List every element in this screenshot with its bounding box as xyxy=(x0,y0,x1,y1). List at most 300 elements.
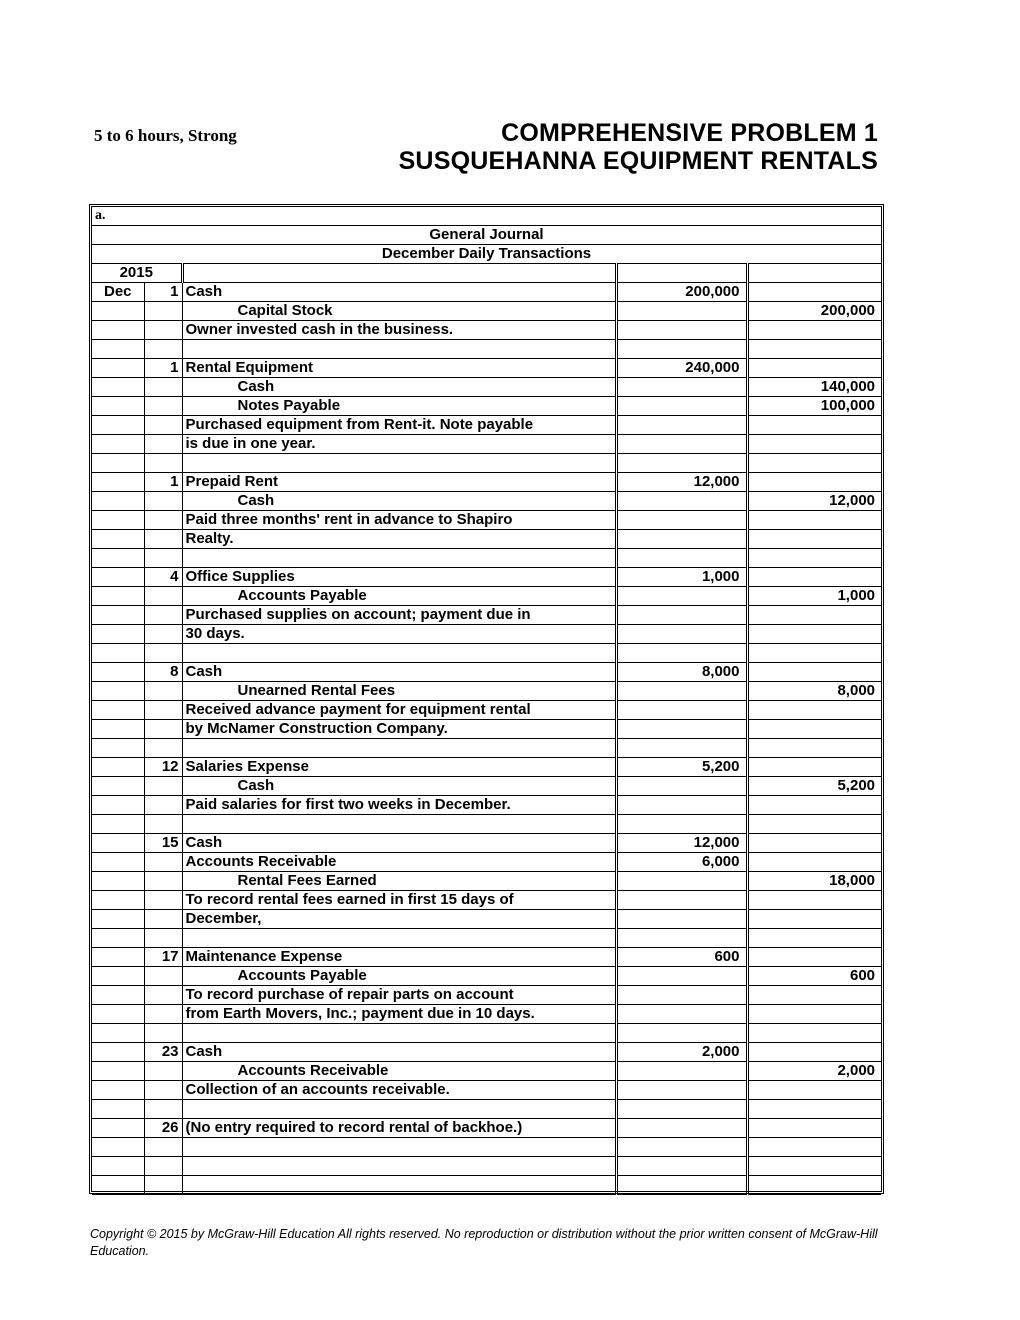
debit-cell xyxy=(616,454,747,473)
description-cell xyxy=(182,929,616,948)
credit-cell xyxy=(747,340,881,359)
journal-row xyxy=(92,796,881,815)
month-cell xyxy=(92,929,144,948)
journal-row xyxy=(92,986,881,1005)
debit-cell xyxy=(616,739,747,758)
description-cell: from Earth Movers, Inc.; payment due in 10 days. xyxy=(182,1005,616,1024)
credit-cell xyxy=(747,606,881,625)
description-cell: Collection of an accounts receivable. xyxy=(182,1081,616,1100)
month-cell xyxy=(92,530,144,549)
journal-table xyxy=(92,207,881,1195)
day-cell: 1 xyxy=(144,473,182,492)
journal-row xyxy=(92,1081,881,1100)
journal-row xyxy=(92,397,881,416)
journal-row xyxy=(92,473,881,492)
month-cell xyxy=(92,910,144,929)
debit-cell xyxy=(616,625,747,644)
credit-cell xyxy=(747,511,881,530)
credit-cell xyxy=(747,549,881,568)
debit-cell xyxy=(616,302,747,321)
journal-row xyxy=(92,853,881,872)
journal-row xyxy=(92,606,881,625)
day-cell xyxy=(144,435,182,454)
journal-row xyxy=(92,1138,881,1157)
credit-cell xyxy=(747,321,881,340)
journal-row xyxy=(92,758,881,777)
credit-cell xyxy=(747,359,881,378)
month-cell xyxy=(92,492,144,511)
month-cell xyxy=(92,872,144,891)
day-cell xyxy=(144,929,182,948)
day-cell xyxy=(144,1176,182,1195)
description-cell: 30 days. xyxy=(182,625,616,644)
journal-row xyxy=(92,549,881,568)
debit-cell: 200,000 xyxy=(616,283,747,302)
journal-row xyxy=(92,1176,881,1195)
debit-cell xyxy=(616,340,747,359)
description-cell xyxy=(182,1024,616,1043)
month-cell xyxy=(92,739,144,758)
credit-cell xyxy=(747,1119,881,1138)
journal-row xyxy=(92,644,881,663)
day-cell xyxy=(144,1138,182,1157)
day-cell xyxy=(144,530,182,549)
journal-row xyxy=(92,1024,881,1043)
journal-row xyxy=(92,701,881,720)
month-cell xyxy=(92,1062,144,1081)
description-cell xyxy=(182,340,616,359)
day-cell xyxy=(144,302,182,321)
month-cell xyxy=(92,1119,144,1138)
month-cell xyxy=(92,1005,144,1024)
description-cell xyxy=(182,1100,616,1119)
credit-cell xyxy=(747,568,881,587)
debit-cell: 5,200 xyxy=(616,758,747,777)
day-cell xyxy=(144,416,182,435)
debit-cell xyxy=(616,435,747,454)
month-cell xyxy=(92,758,144,777)
day-cell xyxy=(144,967,182,986)
description-cell: Accounts Receivable xyxy=(182,1062,616,1081)
journal-row xyxy=(92,739,881,758)
credit-cell xyxy=(747,758,881,777)
month-cell xyxy=(92,663,144,682)
debit-cell xyxy=(616,910,747,929)
journal-row xyxy=(92,967,881,986)
journal-row xyxy=(92,834,881,853)
debit-cell xyxy=(616,378,747,397)
journal-heading-row xyxy=(92,226,881,245)
credit-cell xyxy=(747,739,881,758)
description-cell: Maintenance Expense xyxy=(182,948,616,967)
debit-cell xyxy=(616,1157,747,1176)
description-cell: by McNamer Construction Company. xyxy=(182,720,616,739)
month-cell xyxy=(92,682,144,701)
day-cell xyxy=(144,625,182,644)
description-cell xyxy=(182,739,616,758)
part-label-row xyxy=(92,207,881,226)
day-cell xyxy=(144,511,182,530)
month-cell xyxy=(92,777,144,796)
credit-cell: 200,000 xyxy=(747,302,881,321)
debit-cell xyxy=(616,530,747,549)
month-cell xyxy=(92,397,144,416)
journal-row xyxy=(92,530,881,549)
day-cell xyxy=(144,853,182,872)
journal-row xyxy=(92,929,881,948)
difficulty-label: 5 to 6 hours, Strong xyxy=(94,126,237,145)
credit-cell xyxy=(747,796,881,815)
description-cell: Capital Stock xyxy=(182,302,616,321)
month-cell xyxy=(92,967,144,986)
day-cell: 23 xyxy=(144,1043,182,1062)
month-cell xyxy=(92,1176,144,1195)
credit-cell xyxy=(747,834,881,853)
description-cell xyxy=(182,454,616,473)
debit-cell: 6,000 xyxy=(616,853,747,872)
description-cell: Purchased equipment from Rent-it. Note payable xyxy=(182,416,616,435)
journal-row xyxy=(92,416,881,435)
journal-row xyxy=(92,1119,881,1138)
day-cell xyxy=(144,1100,182,1119)
journal-row xyxy=(92,777,881,796)
debit-cell xyxy=(616,1062,747,1081)
day-cell xyxy=(144,1081,182,1100)
debit-cell xyxy=(616,1024,747,1043)
description-cell: To record purchase of repair parts on account xyxy=(182,986,616,1005)
year-cell: 2015 xyxy=(92,264,182,283)
day-cell xyxy=(144,796,182,815)
credit-cell xyxy=(747,1024,881,1043)
day-cell xyxy=(144,1157,182,1176)
debit-cell: 600 xyxy=(616,948,747,967)
page-subtitle: SUSQUEHANNA EQUIPMENT RENTALS xyxy=(398,147,878,175)
month-cell xyxy=(92,815,144,834)
journal-row xyxy=(92,1100,881,1119)
month-cell xyxy=(92,701,144,720)
journal-row xyxy=(92,663,881,682)
day-cell xyxy=(144,644,182,663)
credit-cell xyxy=(747,929,881,948)
debit-cell xyxy=(616,1100,747,1119)
credit-cell xyxy=(747,815,881,834)
description-cell: Accounts Payable xyxy=(182,587,616,606)
credit-cell xyxy=(747,416,881,435)
month-cell xyxy=(92,359,144,378)
description-cell: Paid salaries for first two weeks in December. xyxy=(182,796,616,815)
month-cell xyxy=(92,549,144,568)
debit-cell xyxy=(616,1005,747,1024)
journal-row xyxy=(92,815,881,834)
month-cell xyxy=(92,625,144,644)
description-cell: Cash xyxy=(182,663,616,682)
debit-cell xyxy=(616,1138,747,1157)
description-cell xyxy=(182,549,616,568)
debit-cell xyxy=(616,606,747,625)
month-cell xyxy=(92,321,144,340)
day-cell xyxy=(144,321,182,340)
debit-cell: 1,000 xyxy=(616,568,747,587)
day-cell xyxy=(144,549,182,568)
debit-cell xyxy=(616,986,747,1005)
debit-cell: 2,000 xyxy=(616,1043,747,1062)
month-cell xyxy=(92,568,144,587)
journal-row xyxy=(92,492,881,511)
journal-row xyxy=(92,321,881,340)
description-cell xyxy=(182,815,616,834)
description-cell xyxy=(182,1157,616,1176)
credit-cell: 2,000 xyxy=(747,1062,881,1081)
description-cell xyxy=(182,644,616,663)
day-cell xyxy=(144,340,182,359)
month-cell xyxy=(92,1138,144,1157)
journal-row xyxy=(92,568,881,587)
debit-cell xyxy=(616,796,747,815)
day-cell xyxy=(144,1062,182,1081)
day-cell xyxy=(144,454,182,473)
month-cell xyxy=(92,720,144,739)
day-cell: 4 xyxy=(144,568,182,587)
debit-cell xyxy=(616,720,747,739)
day-cell xyxy=(144,397,182,416)
credit-cell: 100,000 xyxy=(747,397,881,416)
month-cell xyxy=(92,986,144,1005)
day-cell xyxy=(144,739,182,758)
description-cell: Owner invested cash in the business. xyxy=(182,321,616,340)
credit-cell xyxy=(747,910,881,929)
journal-row xyxy=(92,910,881,929)
journal-row xyxy=(92,872,881,891)
journal-row xyxy=(92,435,881,454)
description-cell: Rental Equipment xyxy=(182,359,616,378)
journal-row xyxy=(92,340,881,359)
day-cell: 8 xyxy=(144,663,182,682)
description-cell: Accounts Payable xyxy=(182,967,616,986)
description-cell: Cash xyxy=(182,1043,616,1062)
credit-cell xyxy=(747,948,881,967)
journal-row xyxy=(92,891,881,910)
description-cell: Cash xyxy=(182,492,616,511)
journal-row xyxy=(92,1005,881,1024)
credit-cell: 8,000 xyxy=(747,682,881,701)
page-title: COMPREHENSIVE PROBLEM 1 xyxy=(501,119,878,147)
description-cell: To record rental fees earned in first 15 days of xyxy=(182,891,616,910)
credit-cell xyxy=(747,663,881,682)
credit-cell xyxy=(747,1157,881,1176)
journal-row xyxy=(92,454,881,473)
month-cell xyxy=(92,1100,144,1119)
credit-cell xyxy=(747,986,881,1005)
month-cell xyxy=(92,1081,144,1100)
credit-cell: 1,000 xyxy=(747,587,881,606)
day-cell xyxy=(144,701,182,720)
credit-cell xyxy=(747,530,881,549)
debit-cell xyxy=(616,1176,747,1195)
description-cell xyxy=(182,1138,616,1157)
journal-row xyxy=(92,511,881,530)
credit-cell xyxy=(747,1005,881,1024)
journal-row xyxy=(92,1043,881,1062)
description-cell: Accounts Receivable xyxy=(182,853,616,872)
debit-cell xyxy=(616,777,747,796)
copyright-notice: Copyright © 2015 by McGraw-Hill Education All rights reserved. No reproduction or distribution without the prior written consent of McGraw-Hill Education. xyxy=(90,1227,878,1258)
description-cell: Office Supplies xyxy=(182,568,616,587)
debit-header-cell xyxy=(616,264,747,283)
month-cell xyxy=(92,644,144,663)
month-cell xyxy=(92,378,144,397)
credit-cell xyxy=(747,454,881,473)
journal-row xyxy=(92,302,881,321)
journal-row xyxy=(92,359,881,378)
description-cell: Cash xyxy=(182,283,616,302)
month-cell xyxy=(92,302,144,321)
month-cell xyxy=(92,587,144,606)
journal-heading: General Journal xyxy=(92,226,881,245)
day-cell xyxy=(144,891,182,910)
journal-row xyxy=(92,625,881,644)
month-cell xyxy=(92,473,144,492)
debit-cell: 8,000 xyxy=(616,663,747,682)
month-cell: Dec xyxy=(92,283,144,302)
description-cell: Unearned Rental Fees xyxy=(182,682,616,701)
description-cell: Cash xyxy=(182,777,616,796)
credit-cell: 18,000 xyxy=(747,872,881,891)
debit-cell xyxy=(616,891,747,910)
journal-row xyxy=(92,720,881,739)
month-cell xyxy=(92,416,144,435)
day-cell xyxy=(144,815,182,834)
credit-cell xyxy=(747,1081,881,1100)
desc-header-cell xyxy=(182,264,616,283)
month-cell xyxy=(92,891,144,910)
debit-cell xyxy=(616,701,747,720)
month-cell xyxy=(92,834,144,853)
day-cell xyxy=(144,777,182,796)
month-cell xyxy=(92,340,144,359)
part-label: a. xyxy=(92,207,881,226)
day-cell xyxy=(144,720,182,739)
debit-cell xyxy=(616,397,747,416)
description-cell: is due in one year. xyxy=(182,435,616,454)
month-cell xyxy=(92,606,144,625)
month-cell xyxy=(92,948,144,967)
month-cell xyxy=(92,1024,144,1043)
month-cell xyxy=(92,454,144,473)
description-cell: December, xyxy=(182,910,616,929)
day-cell xyxy=(144,872,182,891)
month-cell xyxy=(92,1157,144,1176)
credit-cell xyxy=(747,473,881,492)
description-cell: Rental Fees Earned xyxy=(182,872,616,891)
description-cell: Realty. xyxy=(182,530,616,549)
journal-subheading: December Daily Transactions xyxy=(92,245,881,264)
month-cell xyxy=(92,1043,144,1062)
credit-cell xyxy=(747,435,881,454)
debit-cell xyxy=(616,492,747,511)
description-cell: Salaries Expense xyxy=(182,758,616,777)
description-cell: Cash xyxy=(182,834,616,853)
day-cell xyxy=(144,1024,182,1043)
journal-row xyxy=(92,587,881,606)
debit-cell xyxy=(616,815,747,834)
credit-cell: 5,200 xyxy=(747,777,881,796)
credit-cell xyxy=(747,625,881,644)
month-cell xyxy=(92,796,144,815)
description-cell: Received advance payment for equipment rental xyxy=(182,701,616,720)
debit-cell xyxy=(616,549,747,568)
journal-row xyxy=(92,283,881,302)
credit-cell: 140,000 xyxy=(747,378,881,397)
day-cell: 26 xyxy=(144,1119,182,1138)
description-cell: (No entry required to record rental of backhoe.) xyxy=(182,1119,616,1138)
title-block xyxy=(399,119,878,175)
day-cell xyxy=(144,606,182,625)
day-cell: 1 xyxy=(144,283,182,302)
general-journal xyxy=(89,204,884,1194)
journal-row xyxy=(92,1062,881,1081)
debit-cell xyxy=(616,929,747,948)
credit-cell xyxy=(747,891,881,910)
description-cell: Prepaid Rent xyxy=(182,473,616,492)
journal-subheading-row xyxy=(92,245,881,264)
debit-cell xyxy=(616,872,747,891)
credit-cell xyxy=(747,701,881,720)
journal-row xyxy=(92,682,881,701)
credit-cell xyxy=(747,283,881,302)
debit-cell xyxy=(616,511,747,530)
debit-cell xyxy=(616,967,747,986)
description-cell: Paid three months' rent in advance to Shapiro xyxy=(182,511,616,530)
description-cell: Cash xyxy=(182,378,616,397)
debit-cell xyxy=(616,644,747,663)
debit-cell xyxy=(616,587,747,606)
journal-row xyxy=(92,378,881,397)
credit-cell xyxy=(747,1176,881,1195)
credit-header-cell xyxy=(747,264,881,283)
debit-cell xyxy=(616,682,747,701)
debit-cell: 240,000 xyxy=(616,359,747,378)
day-cell xyxy=(144,986,182,1005)
debit-cell xyxy=(616,416,747,435)
credit-cell xyxy=(747,1043,881,1062)
day-cell xyxy=(144,682,182,701)
journal-row xyxy=(92,1157,881,1176)
credit-cell xyxy=(747,853,881,872)
description-cell: Purchased supplies on account; payment due in xyxy=(182,606,616,625)
debit-cell: 12,000 xyxy=(616,834,747,853)
debit-cell: 12,000 xyxy=(616,473,747,492)
journal-row xyxy=(92,948,881,967)
day-cell: 12 xyxy=(144,758,182,777)
credit-cell xyxy=(747,644,881,663)
credit-cell: 12,000 xyxy=(747,492,881,511)
month-cell xyxy=(92,435,144,454)
day-cell: 17 xyxy=(144,948,182,967)
year-row xyxy=(92,264,881,283)
description-cell xyxy=(182,1176,616,1195)
debit-cell xyxy=(616,1081,747,1100)
day-cell: 15 xyxy=(144,834,182,853)
debit-cell xyxy=(616,321,747,340)
day-cell xyxy=(144,378,182,397)
day-cell xyxy=(144,910,182,929)
credit-cell xyxy=(747,1138,881,1157)
debit-cell xyxy=(616,1119,747,1138)
day-cell xyxy=(144,1005,182,1024)
day-cell xyxy=(144,492,182,511)
month-cell xyxy=(92,853,144,872)
credit-cell xyxy=(747,1100,881,1119)
